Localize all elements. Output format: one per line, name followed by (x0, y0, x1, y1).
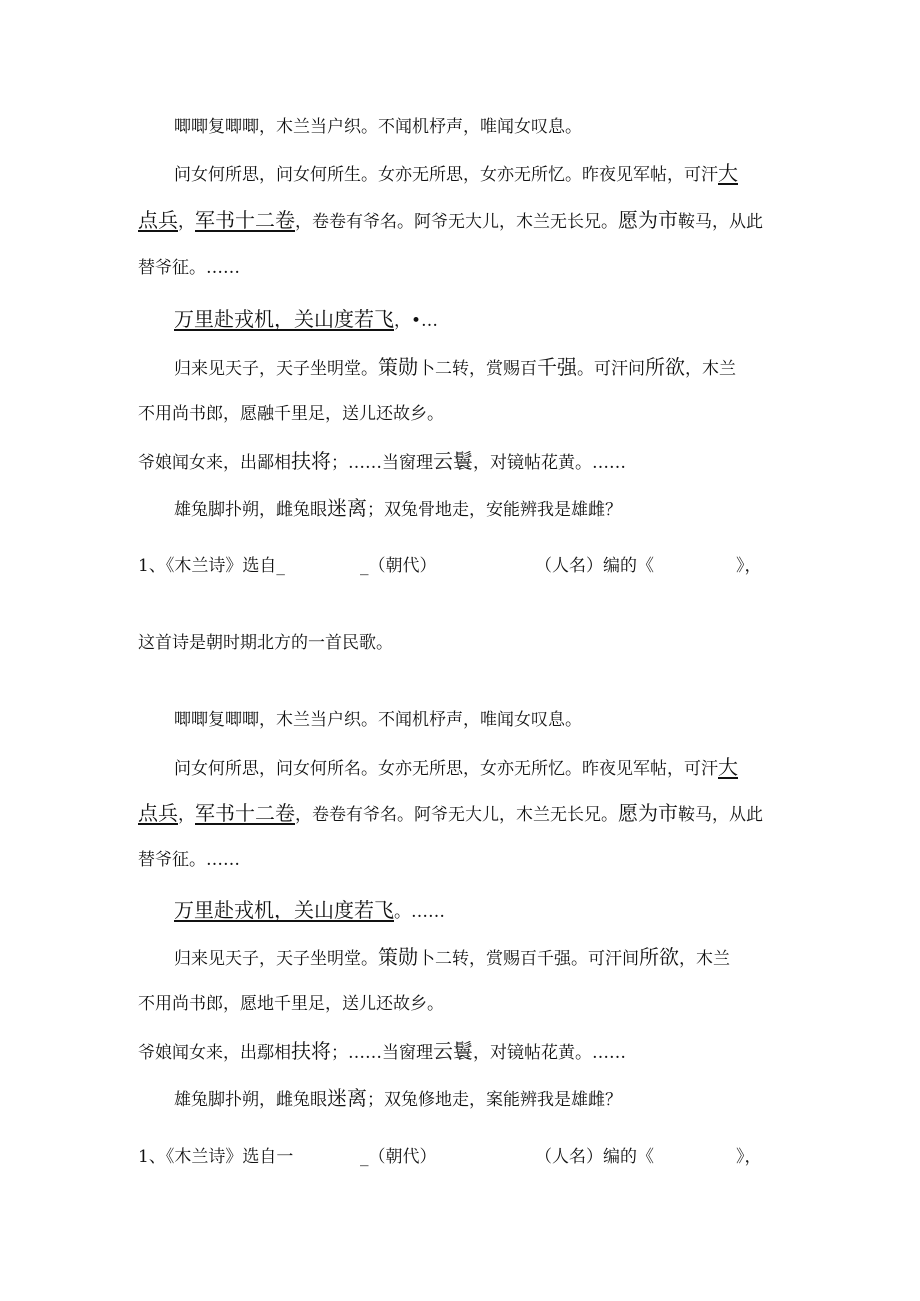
text: 雄兔脚扑朔，雌兔眼 (174, 1090, 327, 1110)
poem-para-5-line-2: 不用尚书郎，愿地千里足，送儿还故乡。 (138, 994, 444, 1014)
question-text: 1、《木兰诗》选自一 (138, 1147, 294, 1167)
poem-line-1: 唧唧复唧唧，木兰当户织。不闻机杼声，唯闻女叹息。 (174, 117, 582, 137)
poem-para-2-line-1 (174, 752, 738, 784)
text: ，卷卷有爷名。阿爷无大儿，木兰无长兄。 (295, 805, 618, 825)
poem-para-2-line-2 (138, 205, 763, 237)
text: 鞍马，从此 (678, 805, 763, 825)
text: ；……当窗理 (331, 453, 433, 473)
text: ，对镜帖花黄。…… (473, 1043, 626, 1063)
underlined-text: 万里赴戎机，关山度若飞 (174, 898, 394, 922)
poem-para-2-line-3: 替爷征。…… (138, 850, 240, 870)
underlined-text: 军书十二卷 (195, 801, 295, 825)
text: ，对镜帖花黄。…… (473, 453, 626, 473)
poem-line-4 (174, 895, 445, 927)
text: 云鬟 (433, 1039, 473, 1063)
text: ，卷卷有爷名。阿爷无大儿，木兰无长兄。 (295, 212, 618, 232)
poem-line-1: 唧唧复唧唧，木兰当户织。不闻机杼声，唯闻女叹息。 (174, 710, 582, 730)
text: 迷离 (327, 496, 367, 520)
text: ；……当窗理 (331, 1043, 433, 1063)
underlined-text: 大 (718, 755, 738, 779)
text: 扶将 (291, 449, 331, 473)
poem-para-7 (174, 493, 622, 525)
text: 归来见天子，天子坐明堂。 (174, 949, 378, 969)
text: 策勋 (378, 355, 418, 379)
text: 问女何所思，问女何所生。女亦无所思，女亦无所忆。昨夜见军帖，可汗 (174, 165, 718, 185)
underlined-text: 军书十二卷 (195, 208, 295, 232)
question-text: （人名）编的《 (535, 556, 654, 576)
text: 爷娘闻女来，出鄢相 (138, 1043, 291, 1063)
question-1 (138, 551, 798, 581)
underlined-text: 万里赴戎机，关山度若飞 (174, 307, 394, 331)
underlined-text: 点兵 (138, 801, 178, 825)
text: 愿为市 (618, 801, 678, 825)
poem-para-2-line-1 (174, 158, 738, 190)
text: 所欲 (639, 945, 679, 969)
text: ，•… (394, 311, 439, 331)
question-text: 》， (736, 1147, 762, 1167)
question-1-line-2: 这首诗是朝时期北方的一首民歌。 (138, 633, 393, 653)
text: 策勋 (378, 945, 418, 969)
text: 归来见天子，天子坐明堂。 (174, 359, 378, 379)
text: ；双兔修地走，案能辨我是雄雌？ (367, 1090, 622, 1110)
text: 云鬟 (433, 449, 473, 473)
text: ，木兰 (679, 949, 730, 969)
question-text: （人名）编的《 (535, 1147, 654, 1167)
poem-para-6 (138, 446, 626, 478)
text: 。可汗问 (577, 359, 645, 379)
text: 卜二转，赏赐百 (418, 359, 537, 379)
text: 所欲 (645, 355, 685, 379)
poem-para-2-line-3: 替爷征。…… (138, 258, 240, 278)
question-text: 》， (736, 556, 762, 576)
text: ， (178, 212, 195, 232)
poem-para-6 (138, 1036, 626, 1068)
text: ；双兔骨地走，安能辨我是雄雌？ (367, 500, 622, 520)
text: 迷离 (327, 1086, 367, 1110)
text: ， (178, 805, 195, 825)
text: 。…… (394, 902, 445, 922)
underlined-text: 点兵 (138, 208, 178, 232)
poem-para-5-line-2: 不用尚书郎，愿融千里足，送儿还故乡。 (138, 404, 444, 424)
text: 卜二转，赏赐百千强。可汗间 (418, 949, 639, 969)
question-1 (138, 1142, 798, 1172)
text: 鞍马，从此 (678, 212, 763, 232)
text: 雄兔脚扑朔，雌兔眼 (174, 500, 327, 520)
question-text: _（朝代） (360, 556, 437, 576)
text: 愿为市 (618, 208, 678, 232)
text: 千强 (537, 355, 577, 379)
poem-para-5-line-1 (174, 352, 736, 384)
question-text: _（朝代） (360, 1147, 437, 1167)
poem-para-7 (174, 1083, 622, 1115)
poem-line-4 (174, 304, 438, 336)
poem-para-2-line-2 (138, 798, 763, 830)
text: 问女何所思，问女何所名。女亦无所思，女亦无所忆。昨夜见军帖，可汗 (174, 759, 718, 779)
text: 爷娘闻女来，出鄙相 (138, 453, 291, 473)
text: 扶将 (291, 1039, 331, 1063)
text: ，木兰 (685, 359, 736, 379)
poem-para-5-line-1 (174, 942, 730, 974)
question-text: 1、《木兰诗》选自_ (138, 556, 285, 576)
underlined-text: 大 (718, 161, 738, 185)
